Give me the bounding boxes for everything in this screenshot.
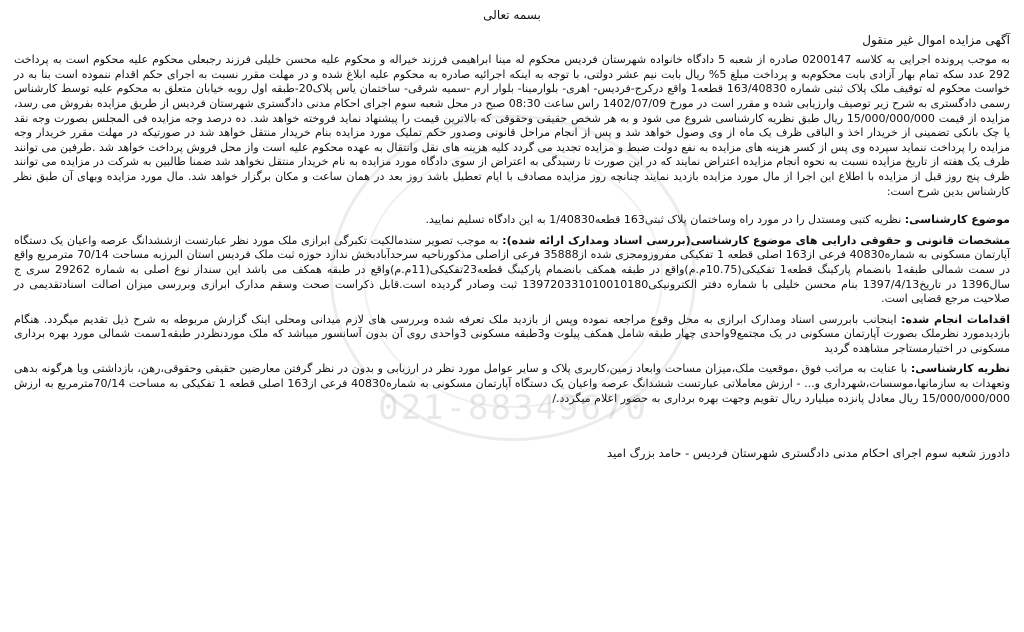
subject-text: نظریه کتبی ومستدل را در مورد راه وساختمان پلاک ثبتی163 قطعه1/40830 به این دادگاه تسلیم نمایید. xyxy=(425,213,905,227)
watermark-phone: 021-88349670 xyxy=(378,388,648,428)
actions-label: اقدامات انجام شده: xyxy=(901,312,1011,326)
subject-section xyxy=(14,213,1010,228)
actions-text: اینجانب بابررسی اسناد ومدارک ابرازی به محل وقوع مراجعه نموده وپس از بازدید ملک تعرفه شده وبررسی های لازم میدانی ومحلی اینک گزارش مربوطه به شرح ذیل تقدیم میگردد. هنگام بازدیدمورد نظرملک بصورت آپارتمان مسکونی در یک مجتمع9واحدی چهار طبقه شامل همکف پیلوت و3طبقه مسکونی 3واحدی روی آن بدون آسانسور میباشد که ملک موردنظردر طبقه1سمت شمالی مورد بهره برداری مسکونی در اختیارمستاجر مشاهده گردید xyxy=(14,312,1011,355)
signature-line: دادورز شعبه سوم اجرای احکام مدنی دادگستری شهرستان فردیس - حامد بزرگ امید xyxy=(607,446,1010,461)
opinion-section xyxy=(14,362,1010,406)
subject-label: موضوع کارشناسی: xyxy=(904,213,1010,227)
specs-label: مشخصات قانونی و حقوقی دارایی های موضوع کارشناسی(بررسی اسناد ومدارک ارائه شده): xyxy=(502,233,1011,247)
specs-section xyxy=(14,234,1010,307)
specs-text: به موجب تصویر سندمالکیت تکبرگی ابرازی ملک مورد نظر عبارتست ازششدانگ عرصه واعیان یک دستگاه آپارتمان مسکونی به شماره40830 فرعی از163 اصلی قطعه 1 تفکیکی مفروزومجزی شده از35888 فرعی ازاصلی مذکورناحیه سرحدآبادبخش ندارد حوزه ثبت ملک فردیس استان البرزبه مساحت 70/14 مترمربع واقع در سمت شمالی طبقه1 بانضمام پارکینگ قطعه1 تفکیکی(10.75م.م)واقع در طبقه همکف بانضمام پارکینگ قطعه23تفکیکی(11م.م)واقع در طبقه همکف می باشد این سنداز نوع اصلی به شماره 29262 سری ج سال1396 در تاریخ1397/4/13 بنام محسن خلیلی با شماره دفتر الکترونیکی139720331010010180 ثبت وصادر گردیده است.قابل ذکراست صحت وسقم مدارک ابرازی وبررسی میزان اصالت اسنادتقدیمی در صلاحیت مرجع قضایی است. xyxy=(14,233,1011,306)
opinion-label: نظریه کارشناسی: xyxy=(910,362,1010,376)
actions-section xyxy=(14,313,1010,357)
notice-title: آگهی مزایده اموال غیر منقول xyxy=(862,32,1010,47)
intro-paragraph: به موجب پرونده اجرایی به کلاسه 0200147 صادره از شعبه 5 دادگاه خانواده شهرستان فردیس محکوم له مینا ابراهیمی فرزند خیراله و محکوم علیه محسن خلیلی فرزند رجبعلی محکوم علیه محکوم است به پرداخت 292 عدد سکه تمام بهار آزادی بابت محکوم‌به و پرداخت مبلغ 5% ریال بابت نیم عشر دولتی، با توجه به اینکه اجرائیه صادره به محکوم علیه ابلاغ شده و در مهلت مقرر نسبت به اجرای حکم اقدام ننموده است بنا به در خواست محکوم له توقیف ملک پلاک ثبتی شماره 163/40830 قطعه1 واقع درکرج-فردیس- اهری- بلوارمینا- بلوار ارم -سمیه شرقی- ساختمان یاس پلاک20-طبقه اول روبه خیابان متعلق به محکوم علیه توسط کارشناس رسمی دادگستری به شرح زیر توصیف وارزیابی شده و مقرر است در مورخ 1402/07/09 راس ساعت 08:30 صبح در محل شعبه سوم اجرای احکام مدنی دادگستری شهرستان فردیس از طریق مزایده بفروش می رسد، مزایده از قیمت 15/000/000/000 ریال طبق نظریه کارشناسی شروع می شود و به هر شخص حقیقی وحقوقی که بالاترین قیمت را پیشنهاد نماید فروخته خواهد شد. ده درصد وجه مزایده فی المجلس بصورت وجه نقد یا چک بانکی تضمینی از خریدار اخذ و الباقی ظرف یک ماه از وی وصول خواهد شد و پس از انجام مراحل قانونی وصدور حکم تملیک مورد مزایده بنام خریدار منتقل خواهد شد در صورتیکه در مهلت مقرر خریدار وجه مزایده را پرداخت ننماید سپرده وی پس از کسر هزینه های مزایده به نفع دولت ضبط و مزایده تجدید می گردد کلیه هزینه های نقل وانتقال به عهده محکوم علیه است واز محل فروش پرداخت خواهد شد .طرفین می توانند ظرف یک هفته از تاریخ مزایده نسبت به نحوه انجام مزایده اعتراض نمایند که در این صورت تا رسیدگی به اعتراض از سوی دادگاه مورد مزایده به نام خریدار منتقل نخواهد شد ضمنا طالبین به شرکت در مزایده می توانند ظرف پنج روز قبل از مزایده با اطلاع این اجرا از مال مورد مزایده بازدید نمایند چنانچه روز مزایده مصادف با ایام تعطیل باشد روز بعد در همان ساعت و مکان برگزار خواهد شد. مال مورد مزایده وبهای آن طبق نظر کارشناس بدین شرح است: xyxy=(14,53,1011,198)
opinion-text: با عنایت به مراتب فوق ،موقعیت ملک،میزان مساحت وابعاد زمین،کاربری پلاک و سایر عوامل مورد نظر در ارزیابی و بدون در نظر گرفتن معارضین حقیقی وحقوقی،رهن، بازداشتی ویا هرگونه بدهی وتعهدات به سازمانها،موسسات،شهرداری و... - ارزش معاملاتی عبارتست ششدانگ عرصه واعیان یک دستگاه آپارتمان مسکونی به شماره40830 فرعی از163 اصلی قطعه 1 تفکیکی به مساحت 70/14مترمربع به ارزش 15/000/000/000 ریال معادل پانزده میلیارد ریال تقویم وجهت بهره برداری به حضور اعلام میگردد./ xyxy=(14,362,1011,405)
basmala-heading: بسمه تعالی xyxy=(483,8,541,22)
